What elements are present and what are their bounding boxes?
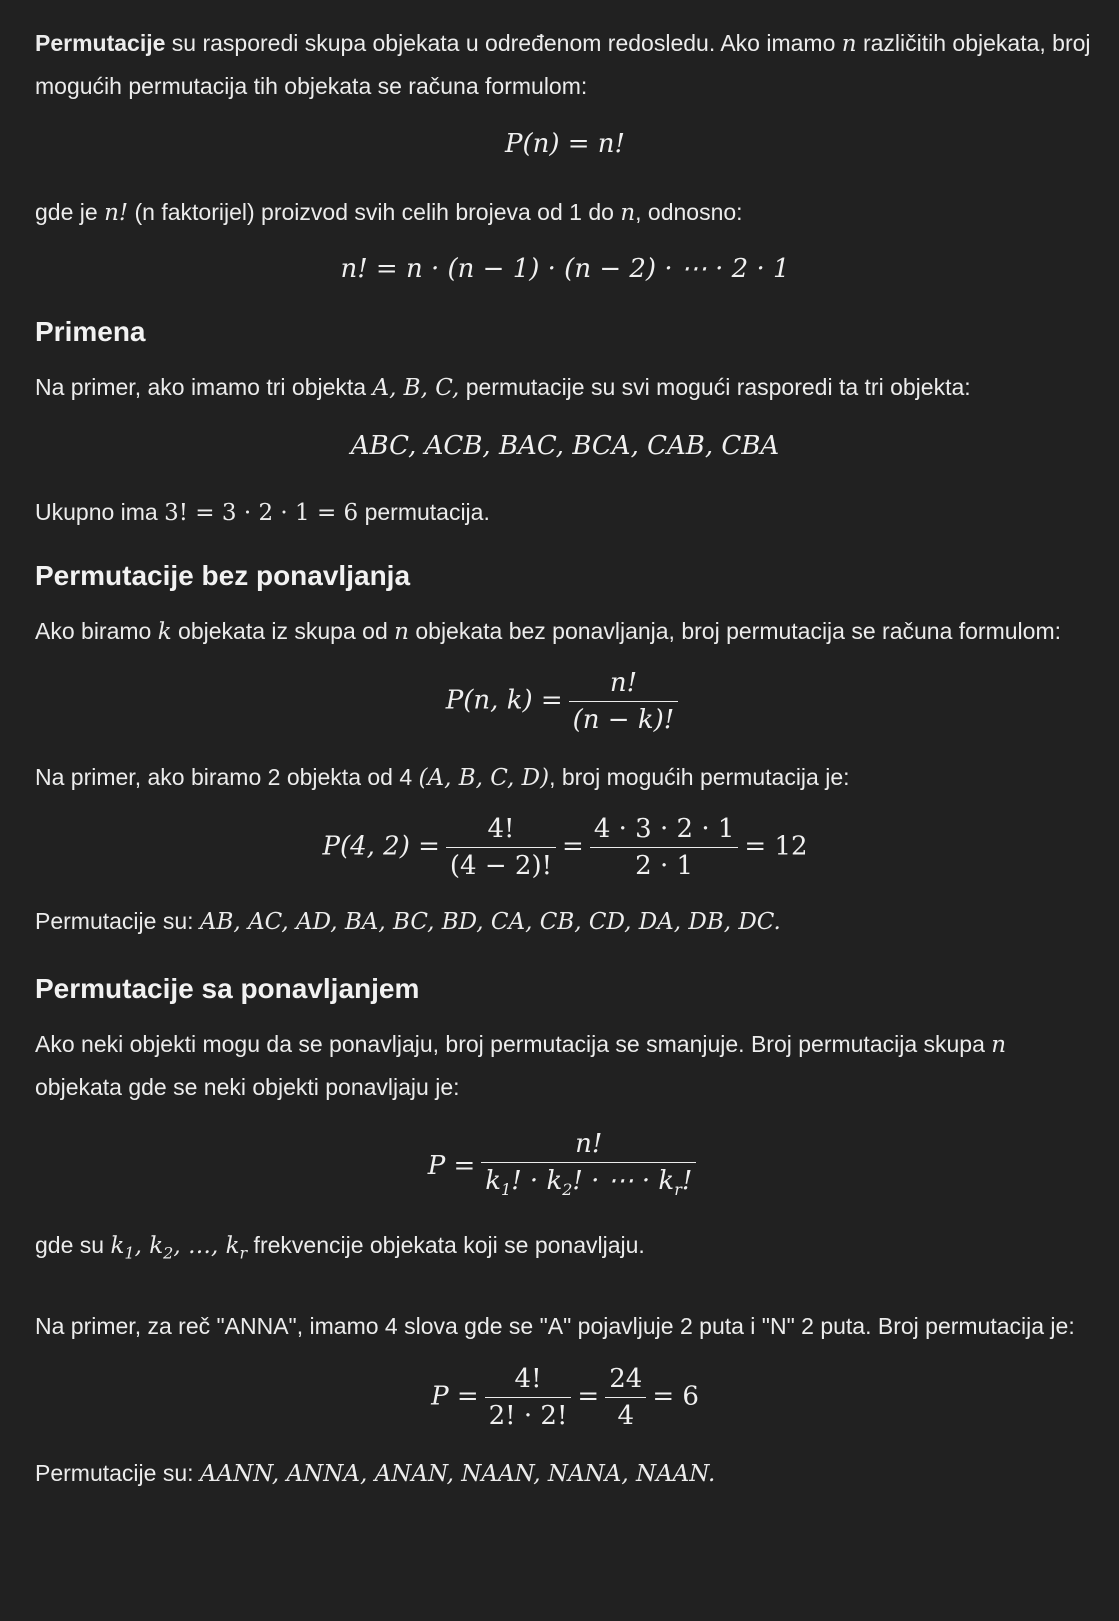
k-sub-2: 2 [163,1243,174,1263]
fraction [605,1361,646,1434]
denominator: (n − k)! [572,705,675,735]
heading-primena: Primena [35,316,146,347]
numerator: n! [481,1126,696,1163]
formula-text: P(n) = n! [504,129,626,159]
sa-ex-text: Na primer, za reč "ANNA", imamo 4 slova gde se "A" pojavljuje 2 puta i "N" 2 puta. Broj permutacija je: [35,1312,1075,1339]
bez-paragraph [35,610,1095,653]
fraction [481,1126,696,1208]
intro-text-1: su rasporedi skupa objekata u određenom redosledu. Ako imamo [165,30,842,56]
formula-text: n! = n · (n − 1) · (n − 2) · ⋯ · 2 · 1 [340,254,790,284]
fraction [590,811,739,884]
numerator: n! [569,665,679,702]
k-mid-2: , …, k [173,1233,240,1260]
intro-paragraph [35,22,1095,107]
heading-bez-ponavljanja: Permutacije bez ponavljanja [35,560,411,591]
sa-text-2: objekata gde se neki objekti ponavljaju je: [35,1074,460,1100]
primena-text-2: permutacije su svi mogući rasporedi ta tri objekta: [459,374,971,400]
denominator: (4 − 2)! [449,851,553,881]
denominator: 2! · 2! [488,1400,568,1431]
den-sub-2: 2 [562,1180,573,1200]
objects-abc: A, B, C, [372,375,460,401]
total-paragraph [35,491,1095,534]
var-n: n [991,1032,1007,1058]
den-end: ! [681,1166,693,1196]
var-n: n [394,619,409,645]
term-bold: Permutacije [35,30,166,56]
article-body [35,22,1095,1495]
sa-text-1: Ako neki objekti mogu da se ponavljaju, broj permutacija se smanjuje. Broj permutacija skupa [35,1031,992,1057]
sa-list-paragraph [35,1452,1095,1495]
where-text-2: frekvencije objekata koji se ponavljaju. [247,1232,645,1259]
sa-example-paragraph [35,1305,1095,1347]
sa-where-paragraph [35,1224,1095,1275]
denominator: 4 [617,1400,635,1431]
formula-rhs: = 12 [744,831,808,862]
den-mid-2: ! · ⋯ · k [572,1166,675,1196]
fraction [569,665,679,738]
primena-paragraph [35,366,1095,409]
den-sub-r: r [674,1180,682,1200]
equals: = [562,831,584,862]
denominator [481,1163,696,1208]
bez-text-2: objekata iz skupa od [171,618,395,644]
formula-lhs: P = [431,1381,479,1412]
formula-abc-list [35,425,1095,467]
den-k: k [485,1166,502,1196]
permutation-list: AANN, ANNA, ANAN, NAAN, NANA, NAAN. [199,1460,716,1487]
factorial-text-1: gde je [35,199,105,225]
fraction [485,1361,572,1434]
k-sub-1: 1 [124,1243,135,1263]
fraction [446,811,556,884]
factorial-text-3: , odnosno: [635,199,743,225]
k-var: k [110,1233,125,1260]
bez-example-paragraph [35,756,1095,799]
formula-anna [35,1361,1095,1434]
formula-repetition [35,1126,1095,1208]
numerator: 24 [605,1361,646,1398]
formula-lhs: P = [427,1151,476,1182]
formula-factorial [35,248,1095,290]
formula-text: ABC, ACB, BAC, BCA, CAB, CBA [350,431,780,461]
var-nfact: n! [104,200,129,226]
numerator: 4! [446,811,556,848]
primena-text-1: Na primer, ako imamo tri objekta [35,374,373,400]
formula-pnk [35,665,1095,738]
sa-paragraph [35,1023,1095,1108]
where-text-1: gde su [35,1232,111,1259]
permutation-list: AB, AC, AD, BA, BC, BD, CA, CB, CD, DA, DB, DC. [199,909,781,935]
formula-p42 [35,811,1095,884]
equals: = [577,1381,600,1412]
bez-text-3: objekata bez ponavljanja, broj permutacija se računa formulom: [408,618,1061,644]
factorial-text-2: (n faktorijel) proizvod svih celih brojeva od 1 do [128,199,621,225]
total-text-1: Ukupno ima [35,499,165,525]
list-label: Permutacije su: [35,1459,200,1486]
formula-permutation [35,123,1095,165]
den-mid-1: ! · k [511,1166,563,1196]
factorial-paragraph [35,191,1095,234]
intro-text-2: različitih objekata, broj mogućih permutacija tih objekata se računa formulom: [35,30,1091,99]
var-k: k [157,619,172,645]
total-formula: 3! = 3 · 2 · 1 = 6 [164,500,359,526]
den-sub-1: 1 [501,1180,512,1200]
formula-rhs: = 6 [652,1381,699,1412]
heading-sa-ponavljanjem: Permutacije sa ponavljanjem [35,973,420,1004]
var-n: n [620,200,636,226]
bez-ex-text-1: Na primer, ako biramo 2 objekta od 4 [35,764,419,790]
bez-list-paragraph [35,900,1095,943]
k-sub-r: r [239,1243,248,1263]
bez-ex-text-2: , broj mogućih permutacija je: [549,764,850,790]
k-list [110,1233,248,1263]
denominator: 2 · 1 [635,851,694,881]
numerator: 4! [485,1361,572,1398]
var-n: n [841,31,857,57]
total-text-2: permutacija. [358,499,490,525]
numerator: 4 · 3 · 2 · 1 [590,811,739,848]
bez-text-1: Ako biramo [35,618,158,644]
set-abcd: (A, B, C, D) [418,765,550,791]
formula-lhs: P(4, 2) = [322,831,440,862]
list-label: Permutacije su: [35,908,200,934]
k-mid-1: , k [134,1233,164,1260]
formula-lhs: P(n, k) = [445,685,563,716]
